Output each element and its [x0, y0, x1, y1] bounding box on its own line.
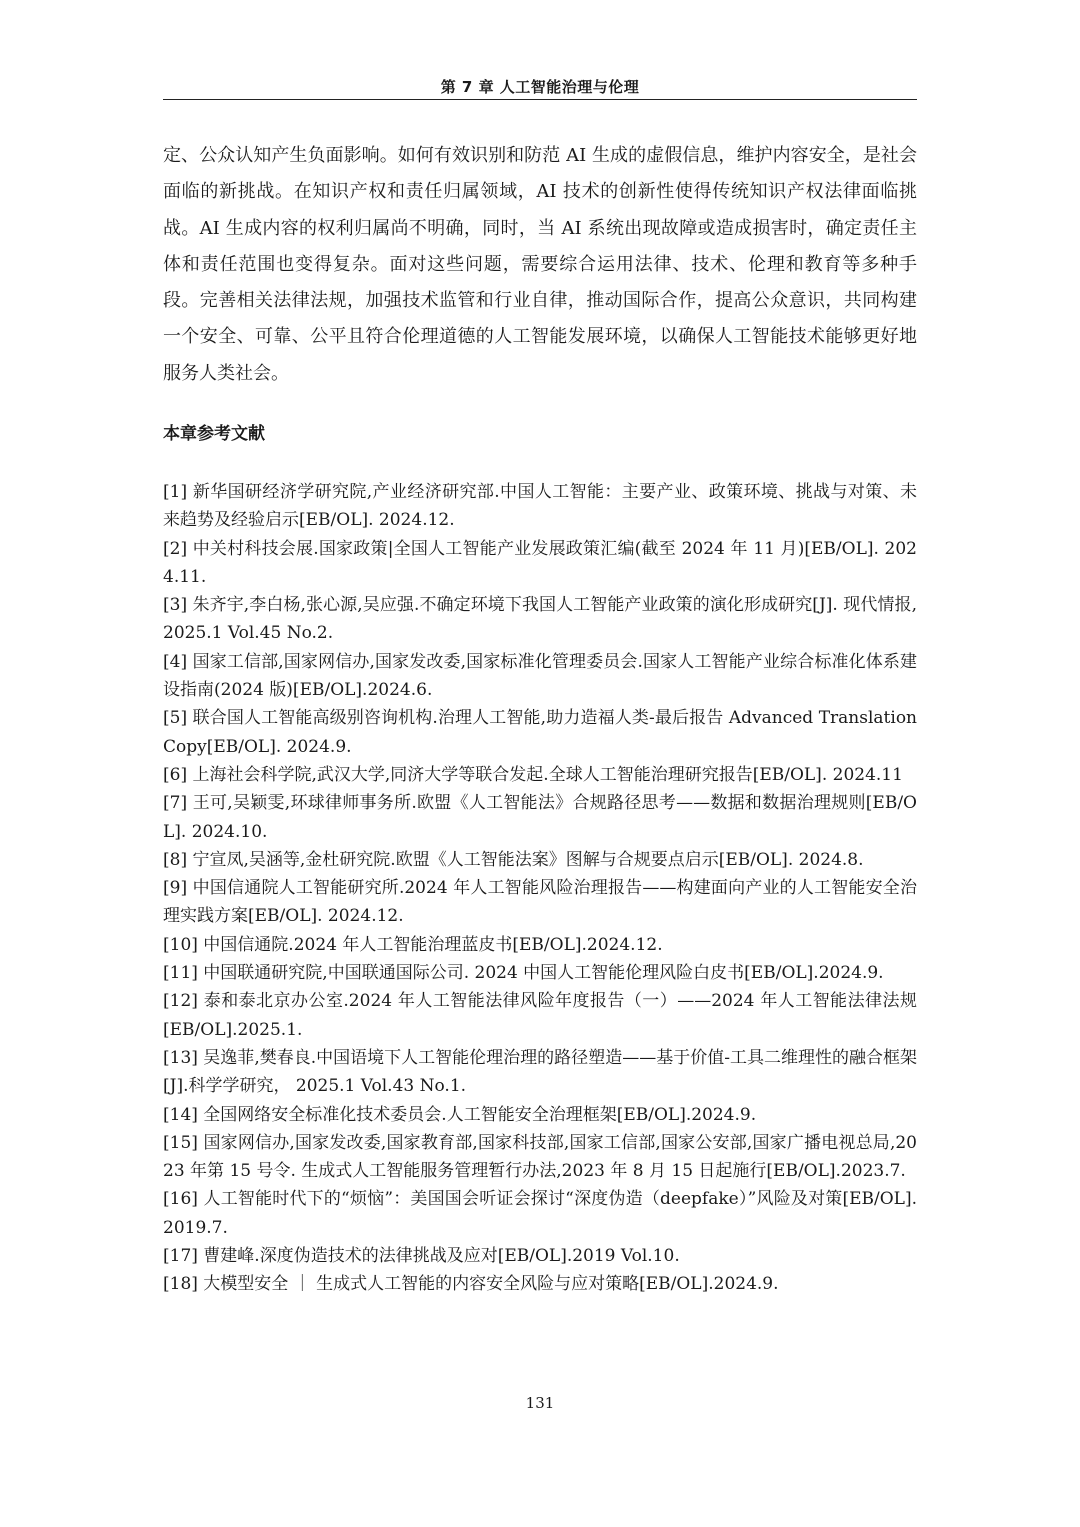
reference-item: [4] 国家工信部,国家网信办,国家发改委,国家标准化管理委员会.国家人工智能产业综合标准化体系建设指南(2024 版)[EB/OL].2024.6. [163, 651, 917, 701]
reference-item: [3] 朱齐宇,李白杨,张心源,吴应强.不确定环境下我国人工智能产业政策的演化形成研究[J]. 现代情报, 2025.1 Vol.45 No.2. [163, 595, 917, 644]
reference-item: [9] 中国信通院人工智能研究所.2024 年人工智能风险治理报告——构建面向产业的人工智能安全治理实践方案[EB/OL]. 2024.12. [163, 878, 917, 927]
reference-item: [16] 人工智能时代下的“烦恼”：美国国会听证会探讨“深度伪造（deepfake）”风险及对策[EB/OL].2019.7. [163, 1189, 917, 1238]
body-paragraph: 定、公众认知产生负面影响。如何有效识别和防范 AI 生成的虚假信息，维护内容安全，是社会面临的新挑战。在知识产权和责任归属领域，AI 技术的创新性使得传统知识产权法律面临挑战。AI 生成内容的权利归属尚不明确，同时，当 AI 系统出现故障或造成损害时，确定责任主体和责任范围也变得复杂。面对这些问题，需要综合运用法律、技术、伦理和教育等多种手段。完善相关法律法规，加强技术监管和行业自律，推动国际合作，提高公众意识，共同构建一个安全、可靠、公平且符合伦理道德的人工智能发展环境，以确保人工智能技术能够更好地服务人类社会。 [163, 145, 917, 384]
reference-item: [5] 联合国人工智能高级别咨询机构.治理人工智能,助力造福人类-最后报告 Advanced Translation Copy[EB/OL]. 2024.9. [163, 708, 917, 757]
reference-item: [8] 宁宣凤,吴涵等,金杜研究院.欧盟《人工智能法案》图解与合规要点启示[EB/OL]. 2024.8. [163, 849, 864, 870]
header-rule [163, 99, 917, 100]
reference-list [163, 478, 917, 1299]
reference-item: [2] 中关村科技会展.国家政策|全国人工智能产业发展政策汇编(截至 2024 年 11 月)[EB/OL]. 2024.11. [163, 538, 917, 587]
reference-item: [6] 上海社会科学院,武汉大学,同济大学等联合发起.全球人工智能治理研究报告[EB/OL]. 2024.11 [163, 764, 903, 785]
references-heading: 本章参考文献 [163, 424, 265, 444]
reference-item: [14] 全国网络安全标准化技术委员会.人工智能安全治理框架[EB/OL].2024.9. [163, 1104, 757, 1125]
reference-item: [13] 吴逸菲,樊春良.中国语境下人工智能伦理治理的路径塑造——基于价值-工具二维理性的融合框架[J].科学学研究， 2025.1 Vol.43 No.1. [163, 1047, 917, 1097]
reference-item: [17] 曹建峰.深度伪造技术的法律挑战及应对[EB/OL].2019 Vol.10. [163, 1246, 680, 1267]
reference-item: [11] 中国联通研究院,中国联通国际公司. 2024 中国人工智能伦理风险白皮书[EB/OL].2024.9. [163, 963, 884, 984]
reference-item: [1] 新华国研经济学研究院,产业经济研究部.中国人工智能：主要产业、政策环境、挑战与对策、未来趋势及经验启示[EB/OL]. 2024.12. [163, 482, 917, 531]
running-header: 第 7 章 人工智能治理与伦理 [440, 78, 640, 96]
reference-item: [18] 大模型安全 ｜ 生成式人工智能的内容安全风险与应对策略[EB/OL].2024.9. [163, 1274, 779, 1295]
reference-item: [12] 泰和泰北京办公室.2024 年人工智能法律风险年度报告（一）——2024 年人工智能法律法规[EB/OL].2025.1. [163, 991, 917, 1040]
page-number: 131 [525, 1394, 555, 1412]
reference-item: [7] 王可,吴颖雯,环球律师事务所.欧盟《人工智能法》合规路径思考——数据和数据治理规则[EB/OL]. 2024.10. [163, 793, 917, 842]
reference-item: [10] 中国信通院.2024 年人工智能治理蓝皮书[EB/OL].2024.12. [163, 934, 663, 955]
reference-item: [15] 国家网信办,国家发改委,国家教育部,国家科技部,国家工信部,国家公安部,国家广播电视总局,2023 年第 15 号令. 生成式人工智能服务管理暂行办法,2023 年 8 月 15 日起施行[EB/OL].2023.7. [163, 1132, 917, 1182]
